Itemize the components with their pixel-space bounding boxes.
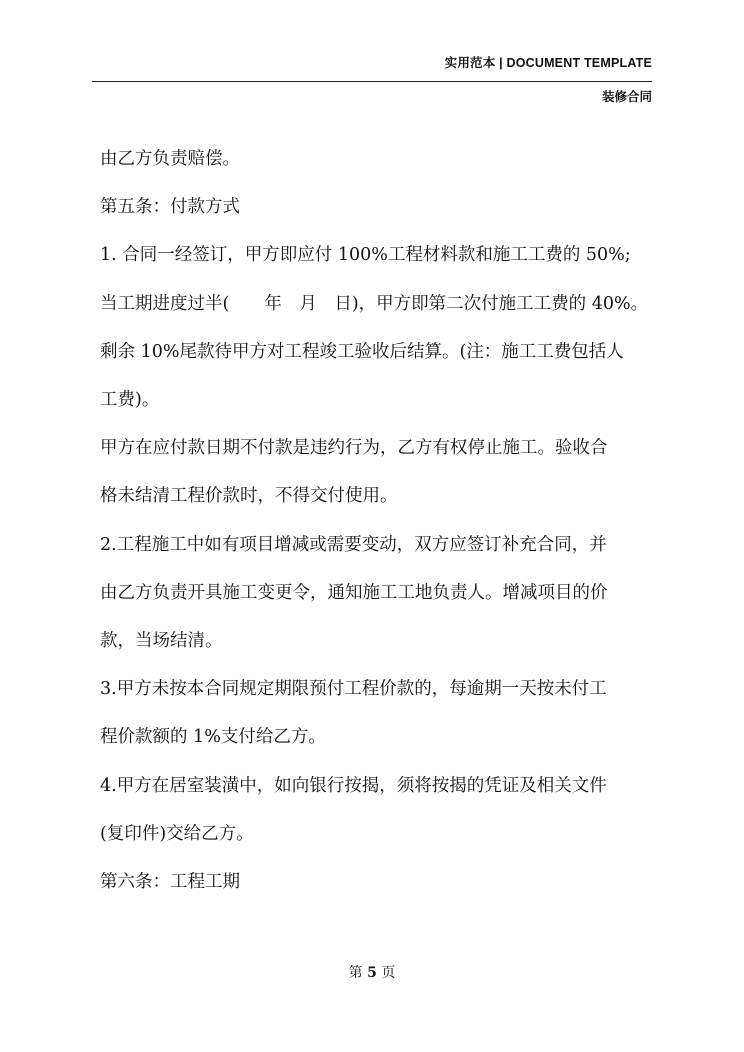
paragraph-line: 2.工程施工中如有项目增减或需要变动，双方应签订补充合同，并 (100, 534, 607, 555)
document-body (100, 135, 660, 906)
header-brand: 实用范本 | DOCUMENT TEMPLATE (444, 56, 652, 70)
paragraph-line: 3.甲方未按本合同规定期限预付工程价款的，每逾期一天按未付工 (100, 679, 607, 700)
paragraph-line: 格未结清工程价款时，不得交付使用。 (100, 486, 398, 507)
header-subtitle: 装修合同 (601, 90, 652, 104)
page-footer (0, 962, 744, 982)
paragraph-line: (复印件)交给乙方。 (100, 823, 254, 844)
paragraph-line: 剩余 10%尾款待甲方对工程竣工验收后结算。(注：施工工费包括人 (100, 341, 624, 362)
paragraph-line: 当工期进度过半( 年 月 日)，甲方即第二次付施工工费的 40%。 (100, 293, 649, 314)
paragraph-line: 4.甲方在居室装潢中，如向银行按揭，须将按揭的凭证及相关文件 (100, 775, 607, 796)
paragraph-line: 程价款额的 1%支付给乙方。 (100, 727, 326, 748)
page-number: 5 (367, 965, 377, 981)
header-divider (92, 81, 652, 82)
section-heading-article-5: 第五条：付款方式 (100, 197, 240, 218)
paragraph-line: 1. 合同一经签订，甲方即应付 100%工程材料款和施工工费的 50%; (100, 245, 631, 266)
paragraph-line: 款，当场结清。 (100, 631, 223, 652)
paragraph-line: 工费)。 (100, 390, 160, 411)
section-heading-article-6: 第六条：工程工期 (100, 872, 240, 893)
paragraph-line: 由乙方负责赔偿。 (100, 149, 240, 169)
page-label-suffix: 页 (381, 965, 396, 981)
page-label-prefix: 第 (348, 965, 363, 981)
paragraph-line: 由乙方负责开具施工变更令，通知施工工地负责人。增减项目的价 (100, 582, 608, 603)
paragraph-line: 甲方在应付款日期不付款是违约行为，乙方有权停止施工。验收合 (100, 438, 608, 459)
